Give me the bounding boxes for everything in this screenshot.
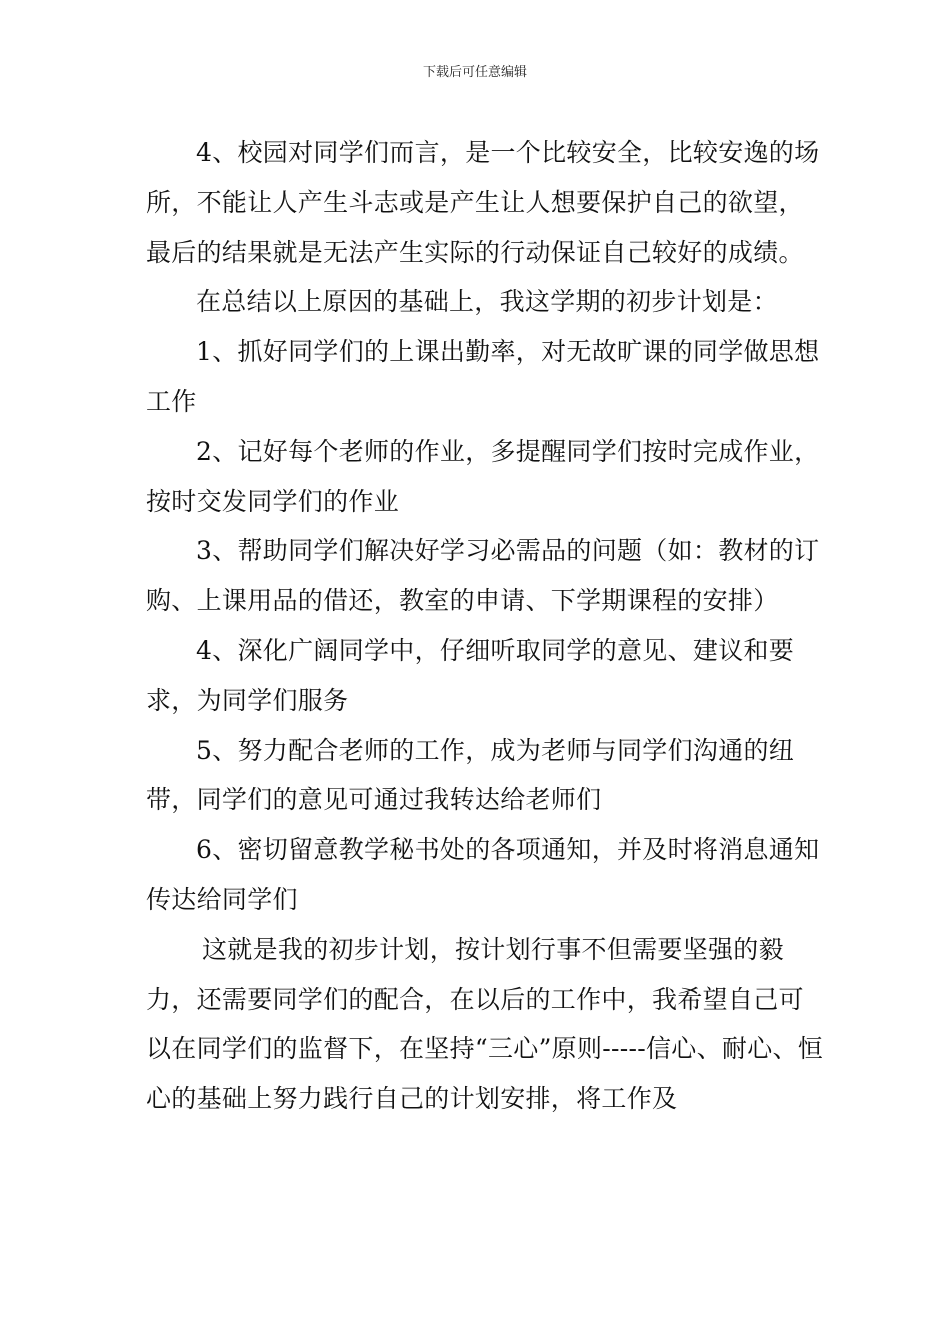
paragraph-plan-item-3: 3、帮助同学们解决好学习必需品的问题（如：教材的订购、上课用品的借还，教室的申请、下学期课程的安排）: [146, 536, 820, 616]
paragraph-plan-item-1: 1、抓好同学们的上课出勤率，对无故旷课的同学做思想工作: [146, 337, 820, 416]
paragraph-plan-item-2: 2、记好每个老师的作业，多提醒同学们按时完成作业，按时交发同学们的作业: [146, 436, 820, 516]
paragraph-campus-safety: 4、校园对同学们而言，是一个比较安全，比较安逸的场所，不能让人产生斗志或是产生让人想要保护自己的欲望，最后的结果就是无法产生实际的行动保证自己较好的成绩。: [146, 138, 820, 267]
paragraph-plan-intro: 在总结以上原因的基础上，我这学期的初步计划是：: [196, 287, 778, 317]
paragraph-plan-item-6: 6、密切留意教学秘书处的各项通知，并及时将消息通知传达给同学们: [146, 835, 820, 914]
paragraph-plan-item-5: 5、努力配合老师的工作，成为老师与同学们沟通的纽带，同学们的意见可通过我转达给老师们: [146, 735, 795, 815]
page-header: 下载后可任意编辑: [422, 65, 527, 80]
document-body: [146, 128, 826, 1124]
paragraph-plan-item-4: 4、深化广阔同学中，仔细听取同学的意见、建议和要求，为同学们服务: [146, 635, 795, 715]
paragraph-closing: 这就是我的初步计划，按计划行事不但需要坚强的毅力，还需要同学们的配合，在以后的工作中，我希望自己可以在同学们的监督下，在坚持“三心”原则-----信心、耐心、恒心的基础上努力践行自己的计划安排，将工作及: [146, 934, 824, 1114]
